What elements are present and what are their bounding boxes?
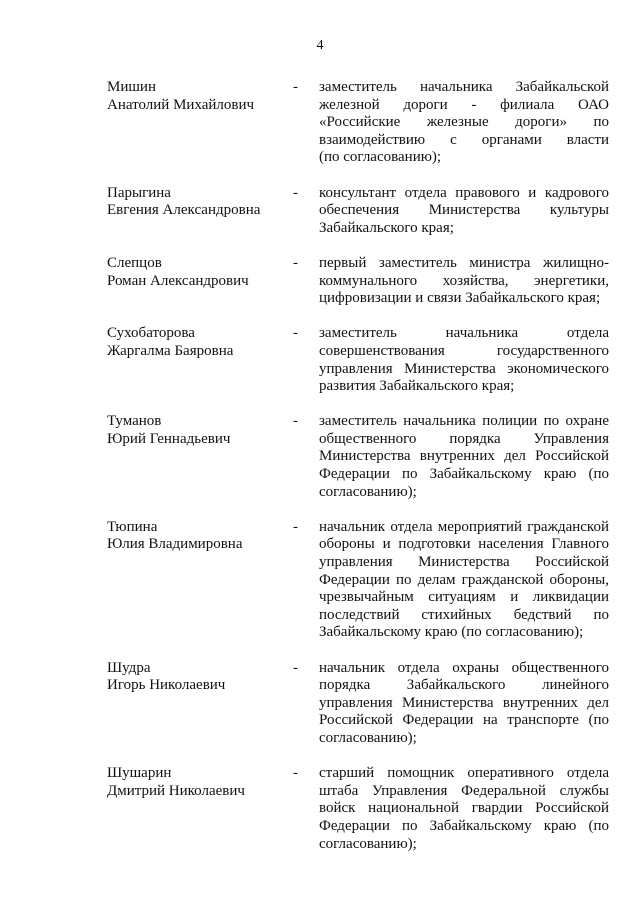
member-surname: Шудра [107,659,151,676]
position-line: совершенствования государственного [319,342,609,359]
position-line: коммунального хозяйства, энергетики, [319,272,609,289]
position-line: согласованию); [319,483,417,500]
member-name [107,413,287,448]
page-number: 4 [316,38,324,53]
member-entry [0,325,640,395]
position-line: порядка Забайкальского линейного [319,677,609,694]
position-line: начальник отдела охраны общественного [319,659,609,676]
position-line: консультант отдела правового и кадрового [319,184,609,201]
position-line: заместитель начальника отдела [319,325,609,342]
member-given-names: Евгения Александровна [107,202,261,219]
member-given-names: Игорь Николаевич [107,677,226,694]
position-line: Забайкальского края; [319,219,454,236]
member-dash: - [293,184,298,201]
member-position [319,325,609,395]
position-line: согласованию); [319,835,417,852]
member-entry [0,765,640,853]
position-line: обеспечения Министерства культуры [319,202,609,219]
member-surname: Сухобаторова [107,325,195,342]
member-position [319,413,609,501]
member-surname: Шушарин [107,765,172,782]
member-surname: Слепцов [107,254,162,271]
member-name [107,765,287,800]
member-name [107,325,287,360]
member-given-names: Юрий Геннадьевич [107,430,231,447]
member-entry [0,413,640,501]
member-entry [0,660,640,748]
position-line: Российской Федерации на транспорте (по [319,712,609,729]
member-entry [0,185,640,238]
member-given-names: Дмитрий Николаевич [107,782,245,799]
member-list [0,79,640,853]
position-line: Забайкальскому краю (по согласованию); [319,624,584,641]
position-line: чрезвычайным ситуациям и ликвидации [319,589,609,606]
member-dash: - [293,659,298,676]
member-dash: - [293,518,298,535]
member-dash: - [293,325,298,342]
position-line: Федерации по делам гражданской обороны, [319,571,609,588]
position-line: согласованию); [319,729,417,746]
position-line: управления Министерства Российской [319,554,609,571]
position-line: войск национальной гвардии Российской [319,800,609,817]
position-line: заместитель начальника Забайкальской [319,79,609,95]
position-line: последствий стихийных бедствий по [319,606,609,623]
position-line: «Российские железные дороги» по [319,114,609,131]
position-line: Федерации по Забайкальскому краю (по [319,817,609,834]
position-line: управления Министерства экономического [319,360,609,377]
member-position [319,519,609,642]
position-line: Министерства внутренних дел Российской [319,448,609,465]
member-dash: - [293,765,298,782]
position-line: Федерации по Забайкальскому краю (по [319,466,609,483]
member-dash: - [293,413,298,430]
member-name [107,255,287,290]
position-line: штаба Управления Федеральной службы [319,782,609,799]
position-line: цифровизации и связи Забайкальского края; [319,290,601,307]
member-given-names: Роман Александрович [107,272,249,289]
member-entry [0,255,640,308]
position-line: начальник отдела мероприятий гражданской [319,518,609,535]
member-given-names: Юлия Владимировна [107,536,243,553]
member-name [107,185,287,220]
member-entry [0,519,640,642]
member-position [319,765,609,853]
member-name [107,519,287,554]
position-line: обороны и подготовки населения Главного [319,536,609,553]
position-line: первый заместитель министра жилищно- [319,254,609,271]
position-line: развития Забайкальского края; [319,378,515,395]
position-line: железной дороги - филиала ОАО [319,96,609,113]
member-surname: Мишин [107,79,156,95]
member-position [319,660,609,748]
position-line: общественного порядка Управления [319,430,609,447]
member-given-names: Анатолий Михайлович [107,96,255,113]
member-given-names: Жаргалма Баяровна [107,342,234,359]
position-line: (по согласованию); [319,149,442,166]
member-surname: Парыгина [107,184,171,201]
member-surname: Тюпина [107,518,158,535]
member-position [319,255,609,308]
member-name [107,79,287,114]
position-line: взаимодействию с органами власти [319,131,609,148]
member-position [319,79,609,167]
member-surname: Туманов [107,413,162,430]
member-name [107,660,287,695]
member-entry [0,79,640,167]
position-line: заместитель начальника полиции по охране [319,413,609,430]
member-position [319,185,609,238]
position-line: управления Министерства внутренних дел [319,694,609,711]
member-dash: - [293,254,298,271]
member-dash: - [293,79,298,95]
position-line: старший помощник оперативного отдела [319,765,609,782]
